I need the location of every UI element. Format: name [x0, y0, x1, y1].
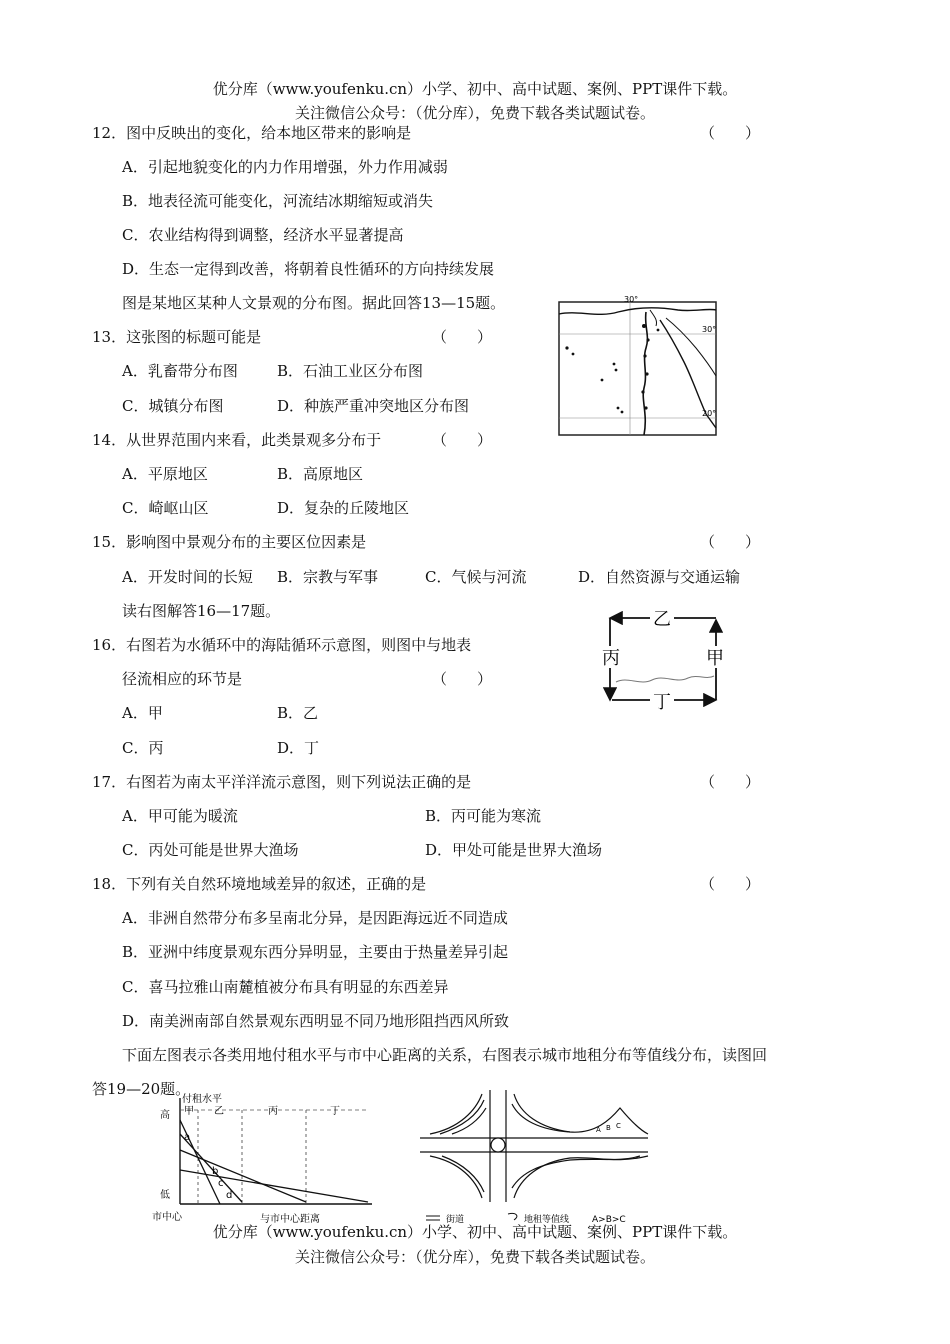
q13-stem: 13．这张图的标题可能是 — [92, 328, 262, 346]
contour-label-c: C — [616, 1122, 621, 1130]
q12-option-c: C．农业结构得到调整，经济水平显著提高 — [122, 226, 404, 244]
q18-stem: 18．下列有关自然环境地域差异的叙述，正确的是 — [92, 875, 427, 893]
q17-option-a: A．甲可能为暖流 — [122, 807, 238, 825]
map-lat-right: 30° — [702, 325, 717, 334]
rent-zone-2: 乙 — [214, 1106, 224, 1117]
q15-option-a: A．开发时间的长短 — [122, 568, 253, 586]
rent-curve-label-d: d — [226, 1190, 233, 1201]
q17-paren: （ ） — [700, 773, 761, 791]
q12-option-a: A．引起地貌变化的内力作用增强，外力作用减弱 — [122, 158, 448, 176]
q15-option-c: C．气候与河流 — [425, 568, 527, 586]
legend-contour: 地租等值线 — [524, 1215, 570, 1224]
q16-option-b: B．乙 — [277, 704, 319, 722]
cycle-label-right: 甲 — [706, 648, 724, 669]
q16-option-c: C．丙 — [122, 739, 164, 757]
q17-option-c: C．丙处可能是世界大渔场 — [122, 841, 299, 859]
rent-xlabel: 与市中心距离 — [260, 1214, 320, 1224]
q12-option-b: B．地表径流可能变化，河流结冰期缩短或消失 — [122, 192, 434, 210]
header-line-1: 优分库（www.youfenku.cn）小学、初中、高中试题、案例、PPT课件下载。 — [212, 80, 738, 98]
rent-curve-label-b: b — [212, 1166, 219, 1177]
rent-curve-b — [180, 1134, 242, 1202]
intro-16-17: 读右图解答16—17题。 — [122, 602, 281, 620]
rent-curve-label-c: c — [218, 1178, 224, 1189]
q13-option-d: D．种族严重冲突地区分布图 — [277, 397, 470, 415]
q13-option-a: A．乳畜带分布图 — [122, 362, 238, 380]
cycle-label-bottom: 丁 — [653, 692, 671, 713]
q12-option-d: D．生态一定得到改善，将朝着良性循环的方向持续发展 — [122, 260, 495, 278]
contour-label-a: A — [596, 1126, 601, 1134]
rent-ylabel: 付租水平 — [182, 1094, 222, 1105]
q16-stem-1: 16．右图若为水循环中的海陆循环示意图，则图中与地表 — [92, 636, 472, 654]
q12-stem: 12．图中反映出的变化，给本地区带来的影响是 — [92, 124, 412, 142]
q17-option-b: B．丙可能为寒流 — [425, 807, 542, 825]
q17-option-d: D．甲处可能是世界大渔场 — [425, 841, 603, 859]
rent-curve-label-a: a — [184, 1132, 191, 1143]
q15-paren: （ ） — [700, 533, 761, 551]
q12-paren: （ ） — [700, 124, 761, 142]
rent-low: 低 — [160, 1190, 170, 1201]
q18-option-a: A．非洲自然带分布多呈南北分异，是因距海远近不同造成 — [122, 909, 508, 927]
intro-19-20-line-2: 答19—20题。 — [92, 1080, 191, 1098]
legend-order: A>B>C — [592, 1215, 626, 1224]
footer-line-1: 优分库（www.youfenku.cn）小学、初中、高中试题、案例、PPT课件下载。 — [212, 1223, 738, 1241]
map-lat-top: 30° — [624, 296, 639, 304]
q15-option-d: D．自然资源与交通运输 — [578, 568, 741, 586]
rent-contour-map — [420, 1090, 650, 1224]
q16-paren: （ ） — [432, 670, 493, 688]
q18-option-d: D．南美洲南部自然景观东西明显不同乃地形阻挡西风所致 — [122, 1012, 510, 1030]
q14-option-b: B．高原地区 — [277, 465, 364, 483]
legend-street: 街道 — [446, 1215, 465, 1224]
cycle-label-left: 丙 — [602, 648, 620, 669]
cycle-diagram — [598, 602, 728, 724]
rent-curve-d — [180, 1170, 368, 1202]
cycle-label-top: 乙 — [653, 609, 671, 630]
q16-option-d: D．丁 — [277, 739, 320, 757]
rent-zone-3: 丙 — [268, 1106, 278, 1117]
map-lat-bottom: 20° — [702, 409, 717, 418]
q18-paren: （ ） — [700, 875, 761, 893]
q14-option-a: A．平原地区 — [122, 465, 208, 483]
rent-zone-1: 甲 — [184, 1106, 194, 1117]
q13-paren: （ ） — [432, 328, 493, 346]
q13-option-b: B．石油工业区分布图 — [277, 362, 424, 380]
q15-stem: 15．影响图中景观分布的主要区位因素是 — [92, 533, 367, 551]
rent-high: 高 — [160, 1110, 170, 1121]
q15-option-b: B．宗教与军事 — [277, 568, 379, 586]
q14-option-d: D．复杂的丘陵地区 — [277, 499, 410, 517]
rent-origin: 市中心 — [152, 1212, 182, 1223]
rent-curve-c — [180, 1150, 306, 1202]
header-line-2: 关注微信公众号：（优分库），免费下载各类试题试卷。 — [294, 104, 655, 122]
intro-13-15: 图是某地区某种人文景观的分布图。据此回答13—15题。 — [122, 294, 506, 312]
footer-line-2: 关注微信公众号：（优分库），免费下载各类试题试卷。 — [294, 1248, 655, 1266]
q16-option-a: A．甲 — [122, 704, 163, 722]
contour-label-b: B — [606, 1124, 611, 1132]
q18-option-b: B．亚洲中纬度景观东西分异明显，主要由于热量差异引起 — [122, 943, 509, 961]
distribution-map — [558, 296, 718, 438]
q13-option-c: C．城镇分布图 — [122, 397, 224, 415]
q17-stem: 17．右图若为南太平洋洋流示意图，则下列说法正确的是 — [92, 773, 472, 791]
q16-stem-2: 径流相应的环节是 — [122, 670, 243, 688]
rent-zone-4: 丁 — [330, 1106, 340, 1117]
intro-19-20-line-1: 下面左图表示各类用地付租水平与市中心距离的关系，右图表示城市地租分布等值线分布，读图回 — [122, 1046, 768, 1064]
q14-stem: 14．从世界范围内来看，此类景观多分布于 — [92, 431, 382, 449]
q14-paren: （ ） — [432, 431, 493, 449]
q14-option-c: C．崎岖山区 — [122, 499, 209, 517]
rent-chart — [150, 1092, 380, 1224]
q18-option-c: C．喜马拉雅山南麓植被分布具有明显的东西差异 — [122, 978, 449, 996]
